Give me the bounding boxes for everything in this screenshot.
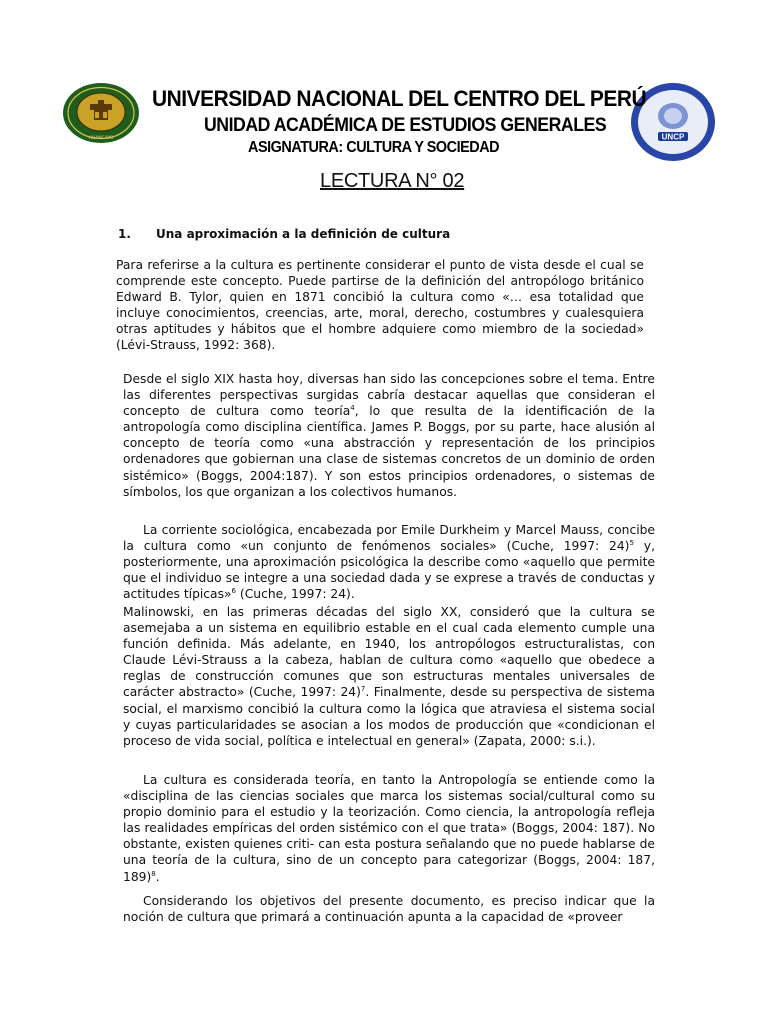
course-name: ASIGNATURA: CULTURA Y SOCIEDAD <box>248 139 500 156</box>
paragraph-3-text-a: La corriente sociológica, encabezada por Emile Durkheim y Marcel Mauss, concibe la cultura como «un conjunto de fenómenos sociales» (Cuche, 1997: 24) <box>123 523 655 554</box>
section-title: Una aproximación a la definición de cultura <box>156 227 451 241</box>
footnote-ref-5: 5 <box>629 539 634 547</box>
paragraph-4-text-a: Malinowski, en las primeras décadas del siglo XX, consideró que la cultura se asemejaba a un sistema en equilibrio estable en el cual cada elemento cumple una función definida. Más adelante, en 1940, los antropólogos estructuralistas, con Claude Lévi-Strauss a la cabeza, hablan de cultura como «aquello que obedece a reglas de construcción comunes que son estructuras mentales universales de carácter abstracto» (Cuche, 1997: 24) <box>123 605 655 700</box>
footnote-ref-6: 6 <box>231 587 236 596</box>
paragraph-4-text-b: . Finalmente, desde su perspectiva de sistema social, el marxismo concibió la cultura como la lógica que atraviesa el sistema social y cuyas particularidades se asocian a los modos de producción que «condicionan el proceso de vida social, política e intelectual en general» (Zapata, 2000: s.i.). <box>123 685 656 748</box>
footnote-ref-8: 8 <box>151 869 156 878</box>
section-number: 1. <box>118 227 131 241</box>
paragraph-2-text-b: , lo que resulta de la identificación de la antropología como disciplina científica. James P. Boggs, por su parte, hace alusión al concepto de teoría como «una abstracción y representación de los principios ordenadores que gobiernan una clase de sistemas concretos de un dominio de orden sistémico» (Boggs, 2004:187). Y son estos principios ordenadores, o sistemas de símbolos, los que organizan a los colectivos humanos. <box>123 404 655 499</box>
paragraph-3-text-c: (Cuche, 1997: 24). <box>236 587 355 602</box>
paragraph-4 <box>123 604 655 749</box>
section-heading <box>118 227 450 241</box>
paragraph-5-text-a: La cultura es considerada teoría, en tanto la Antropología se entiende como la «disciplina de las ciencias sociales que marca los sistemas social/cultural como su propio dominio para el estudio y la teorización. Como ciencia, la antropología refleja las realidades empíricas del orden sistémico con el que trata» (Boggs, 2004: 187). No obstante, existen quienes criti- can esta postura señalando que no puede hablarse de una teoría de la cultura, sino de un concepto para categorizar (Boggs, 2004: 187, 189) <box>123 773 655 884</box>
paragraph-2 <box>123 371 655 500</box>
footnote-ref-4: 4 <box>350 404 355 413</box>
paragraph-5 <box>123 772 655 885</box>
paragraph-5-text-b: . <box>155 869 160 884</box>
footnote-ref-7: 7 <box>360 685 366 694</box>
paragraph-2-text-a: Desde el siglo XIX hasta hoy, diversas han sido las concepciones sobre el tema. Entre las diferentes perspectivas surgidas cabría destacar aquellas que consideran el concepto de cultura como teoría <box>123 372 655 419</box>
svg-text:HUANCAYO: HUANCAYO <box>88 136 114 141</box>
paragraph-6: Considerando los objetivos del presente documento, es preciso indicar que la noción de cultura que primará a continuación apunta a la capacidad de «proveer <box>123 894 655 925</box>
paragraph-3 <box>123 522 655 602</box>
university-name: UNIVERSIDAD NACIONAL DEL CENTRO DEL PERÚ <box>152 86 647 111</box>
paragraph-3-text-b: y, posteriormente, una aproximación psicológica la describe como «aquello que permite que el individuo se integre a una sociedad dada y se exprese a través de conductas y actitudes típicas» <box>123 539 655 602</box>
university-seal-logo <box>62 82 140 144</box>
reading-title: LECTURA N° 02 <box>320 170 465 192</box>
paragraph-1: Para referirse a la cultura es pertinente considerar el punto de vista desde el cual se comprende este concepto. Puede partirse de la definición del antropólogo británico Edward B. Tylor, quien en 1871 concibió la cultura como «… esa totalidad que incluye conocimientos, creencias, arte, moral, derecho, costumbres y cualesquiera otras aptitudes y hábitos que el hombre adquiere como miembro de la sociedad» (Lévi-Strauss, 1992: 368). <box>116 258 644 353</box>
academic-unit-name: UNIDAD ACADÉMICA DE ESTUDIOS GENERALES <box>204 115 607 136</box>
svg-text:UNCP: UNCP <box>661 132 685 142</box>
